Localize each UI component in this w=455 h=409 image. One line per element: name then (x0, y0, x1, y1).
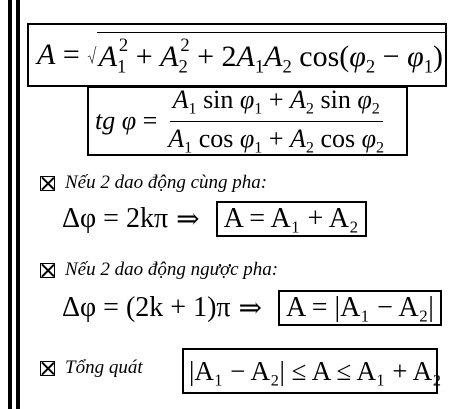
general-result-box (182, 348, 442, 394)
amplitude-formula-box: A = $A_1^2 + A_2^2 + 2A_1A_2$ $\cos(\varphi_2 - \varphi_1)$ (27, 23, 447, 87)
checkbox-icon (40, 361, 55, 376)
implies-arrow: ⇒ (238, 293, 263, 324)
implies-arrow: ⇒ (176, 204, 200, 235)
sqrt-icon (87, 32, 96, 78)
in-phase-condition: Δφ = 2kπ (62, 203, 169, 234)
left-border-line-outer (8, 0, 12, 409)
case-general-label: Tổng quát (65, 357, 143, 378)
case-general (40, 357, 143, 379)
case-in-phase (40, 172, 267, 194)
general-result: |A₁ − A₂| ≤ A ≤ A₁ + A₂ (189, 355, 442, 386)
anti-phase-condition: Δφ = (2k + 1)π (62, 292, 231, 323)
case-anti-phase-label: Nếu 2 dao động ngược pha: (65, 259, 279, 280)
anti-phase-result: A = |A₁ − A₂| (278, 290, 442, 326)
left-border-line-inner (16, 0, 20, 409)
case-in-phase-label: Nếu 2 dao động cùng pha: (65, 172, 268, 193)
case-anti-phase (40, 259, 278, 281)
phase-formula-box: tg φ = $\frac{A_1 \sin \varphi_1 + A_2 \sin \varphi_2}{A_1 \cos \varphi_1 + A_2 \cos \varphi_2}$ (87, 86, 408, 156)
phase-fraction: $\frac{A_1 \sin \varphi_1 + A_2 \sin \varphi_2}{A_1 \cos \varphi_1 + A_2 \cos \varphi_2}$ (168, 84, 385, 157)
anti-phase-equation (62, 290, 442, 326)
checkbox-icon (40, 176, 55, 191)
checkbox-icon (40, 263, 55, 278)
in-phase-equation (62, 201, 367, 237)
in-phase-result: A = A₁ + A₂ (216, 201, 367, 237)
